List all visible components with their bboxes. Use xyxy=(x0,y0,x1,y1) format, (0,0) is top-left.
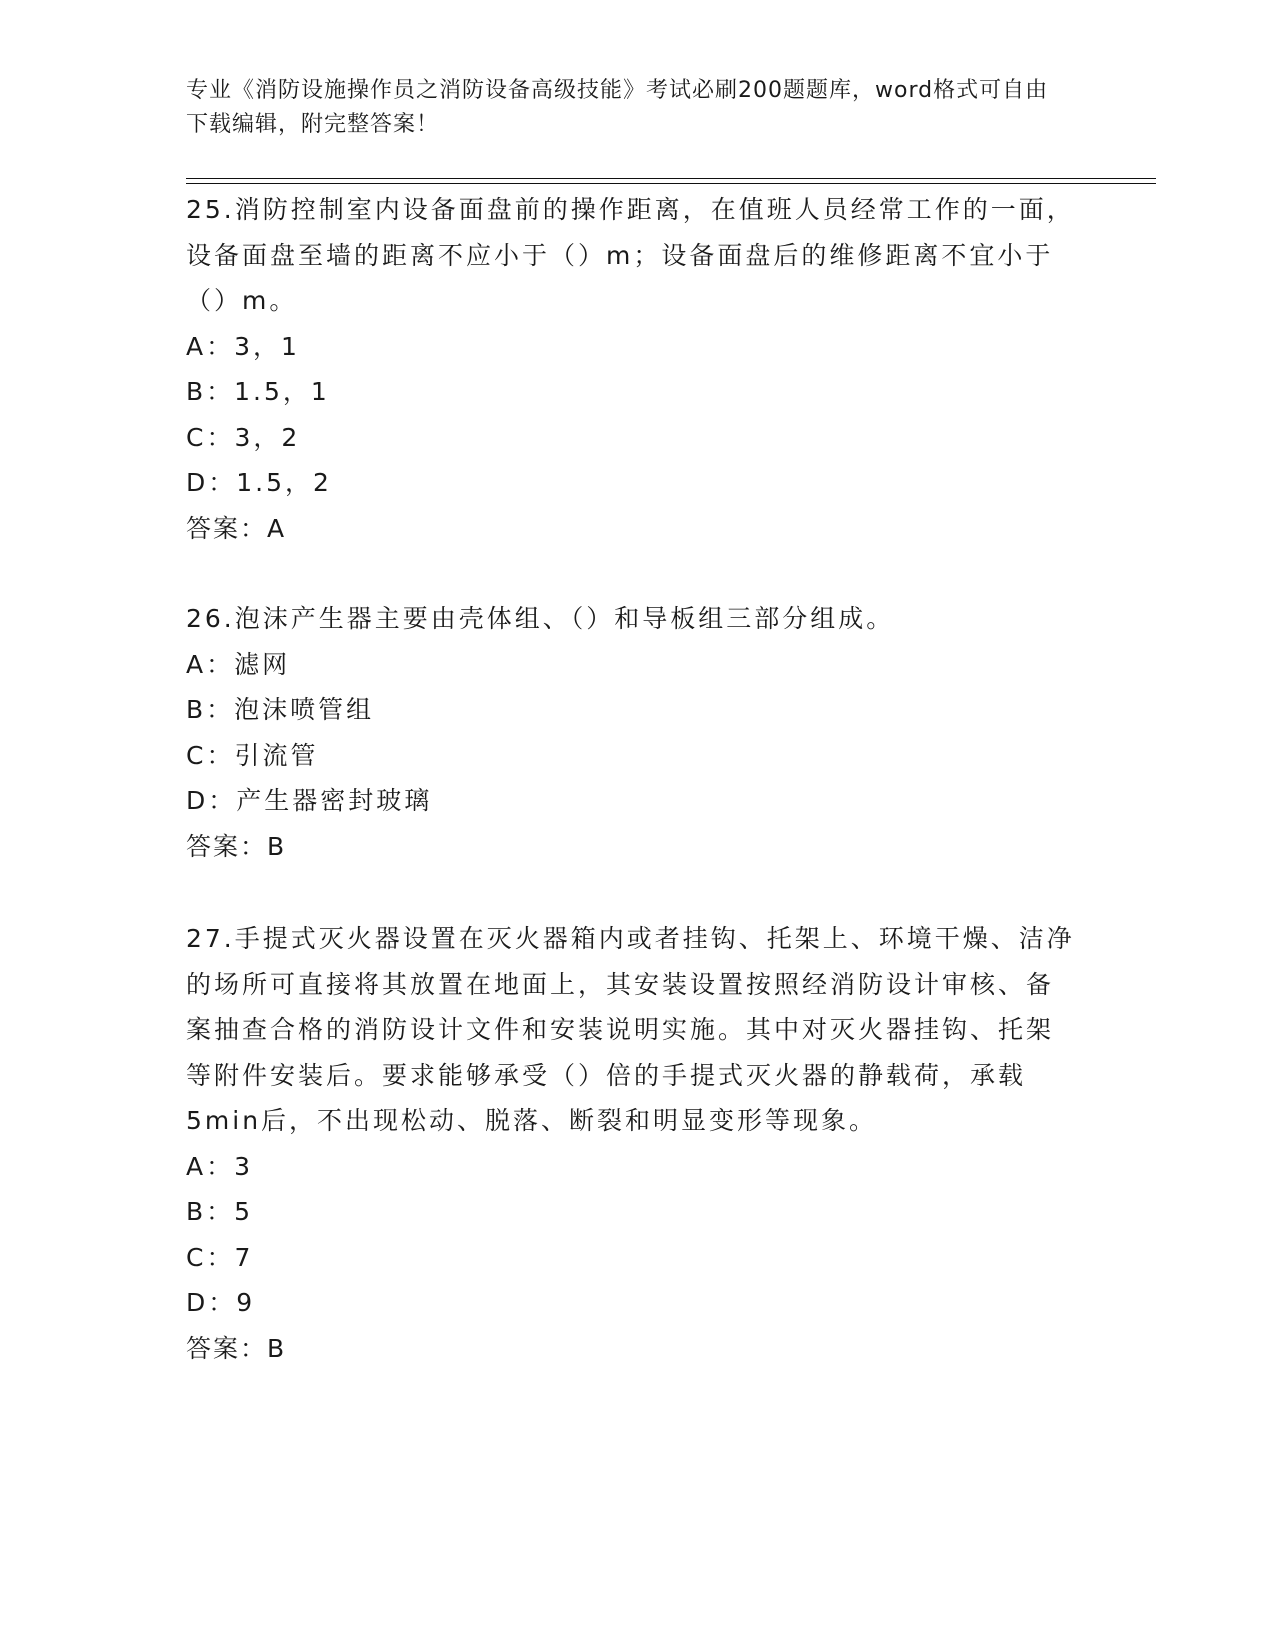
option-a: A：3 xyxy=(186,1151,254,1181)
question-27 xyxy=(186,916,1076,1371)
header-divider-top xyxy=(186,178,1156,179)
option-d: D：产生器密封玻璃 xyxy=(186,786,433,815)
question-text: 25.消防控制室内设备面盘前的操作距离，在值班人员经常工作的一面，设备面盘至墙的距离不应小于（）m；设备面盘后的维修距离不宜小于（）m。 xyxy=(186,195,1075,315)
question-26 xyxy=(186,596,1076,869)
answer-line: 答案：B xyxy=(186,831,287,861)
option-b: B：泡沫喷管组 xyxy=(186,695,375,724)
option-c: C：7 xyxy=(186,1242,254,1272)
question-25 xyxy=(186,187,1076,551)
document-header: 专业《消防设施操作员之消防设备高级技能》考试必刷200题题库，word格式可自由下载编辑，附完整答案！ xyxy=(186,78,1049,137)
option-b: B：5 xyxy=(186,1197,254,1226)
question-text: 27.手提式灭火器设置在灭火器箱内或者挂钩、托架上、环境干燥、洁净的场所可直接将其放置在地面上，其安装设置按照经消防设计审核、备案抽查合格的消防设计文件和安装说明实施。其中对灭火器挂钩、托架等附件安装后。要求能够承受（）倍的手提式灭火器的静载荷，承载5min后，不出现松动、脱落、断裂和明显变形等现象。 xyxy=(186,924,1075,1135)
option-d: D：1.5，2 xyxy=(186,468,332,497)
question-text: 26.泡沫产生器主要由壳体组、（）和导板组三部分组成。 xyxy=(186,604,895,633)
option-d: D：9 xyxy=(186,1288,256,1317)
option-b: B：1.5，1 xyxy=(186,377,330,406)
option-c: C：3，2 xyxy=(186,422,301,452)
answer-line: 答案：A xyxy=(186,513,287,543)
option-a: A：3，1 xyxy=(186,331,300,361)
option-c: C：引流管 xyxy=(186,740,319,770)
option-a: A：滤网 xyxy=(186,649,291,679)
answer-line: 答案：B xyxy=(186,1333,287,1363)
header-divider-bottom xyxy=(186,183,1156,184)
